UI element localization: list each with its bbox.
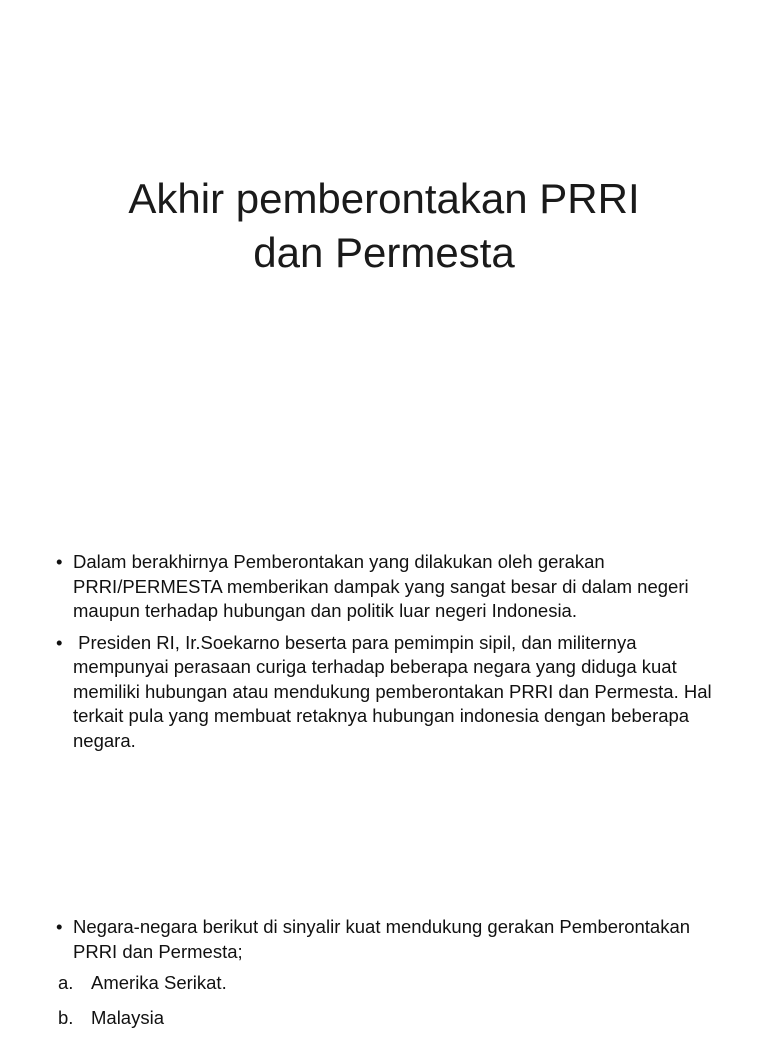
bullet-item xyxy=(56,631,716,754)
slide-title-line-1: Akhir pemberontakan PRRI xyxy=(128,175,640,222)
list-item-text: Amerika Serikat. xyxy=(91,972,227,993)
bullet-text: Dalam berakhirnya Pemberontakan yang dilakukan oleh gerakan PRRI/PERMESTA memberikan dampak yang sangat besar di dalam negeri maupun terhadap hubungan dan politik luar negeri Indonesia. xyxy=(73,551,689,621)
list-item xyxy=(56,1006,716,1031)
bullet-icon: • xyxy=(56,631,63,653)
bullet-icon: • xyxy=(56,551,63,572)
list-marker: b. xyxy=(58,1006,74,1028)
body-section-2 xyxy=(56,915,716,1040)
body-section-1 xyxy=(56,550,716,760)
bullet-text: Negara-negara berikut di sinyalir kuat mendukung gerakan Pemberontakan PRRI dan Permesta; xyxy=(73,916,691,962)
slide-title xyxy=(0,172,768,280)
bullet-item xyxy=(56,915,716,964)
list-item xyxy=(56,971,716,996)
bullet-item xyxy=(56,550,716,624)
slide-title-line-2: dan Permesta xyxy=(253,229,515,276)
bullet-icon: • xyxy=(56,916,63,937)
list-marker: a. xyxy=(58,972,74,993)
list-item-text: Malaysia xyxy=(91,1006,164,1028)
bullet-text: Presiden RI, Ir.Soekarno beserta para pemimpin sipil, dan militernya mempunyai perasaan curiga terhadap beberapa negara yang diduga kuat memiliki hubungan atau mendukung pemberontakan PRRI dan Permesta. Hal terkait pula yang membuat retaknya hubungan indonesia dengan beberapa negara. xyxy=(73,631,717,751)
